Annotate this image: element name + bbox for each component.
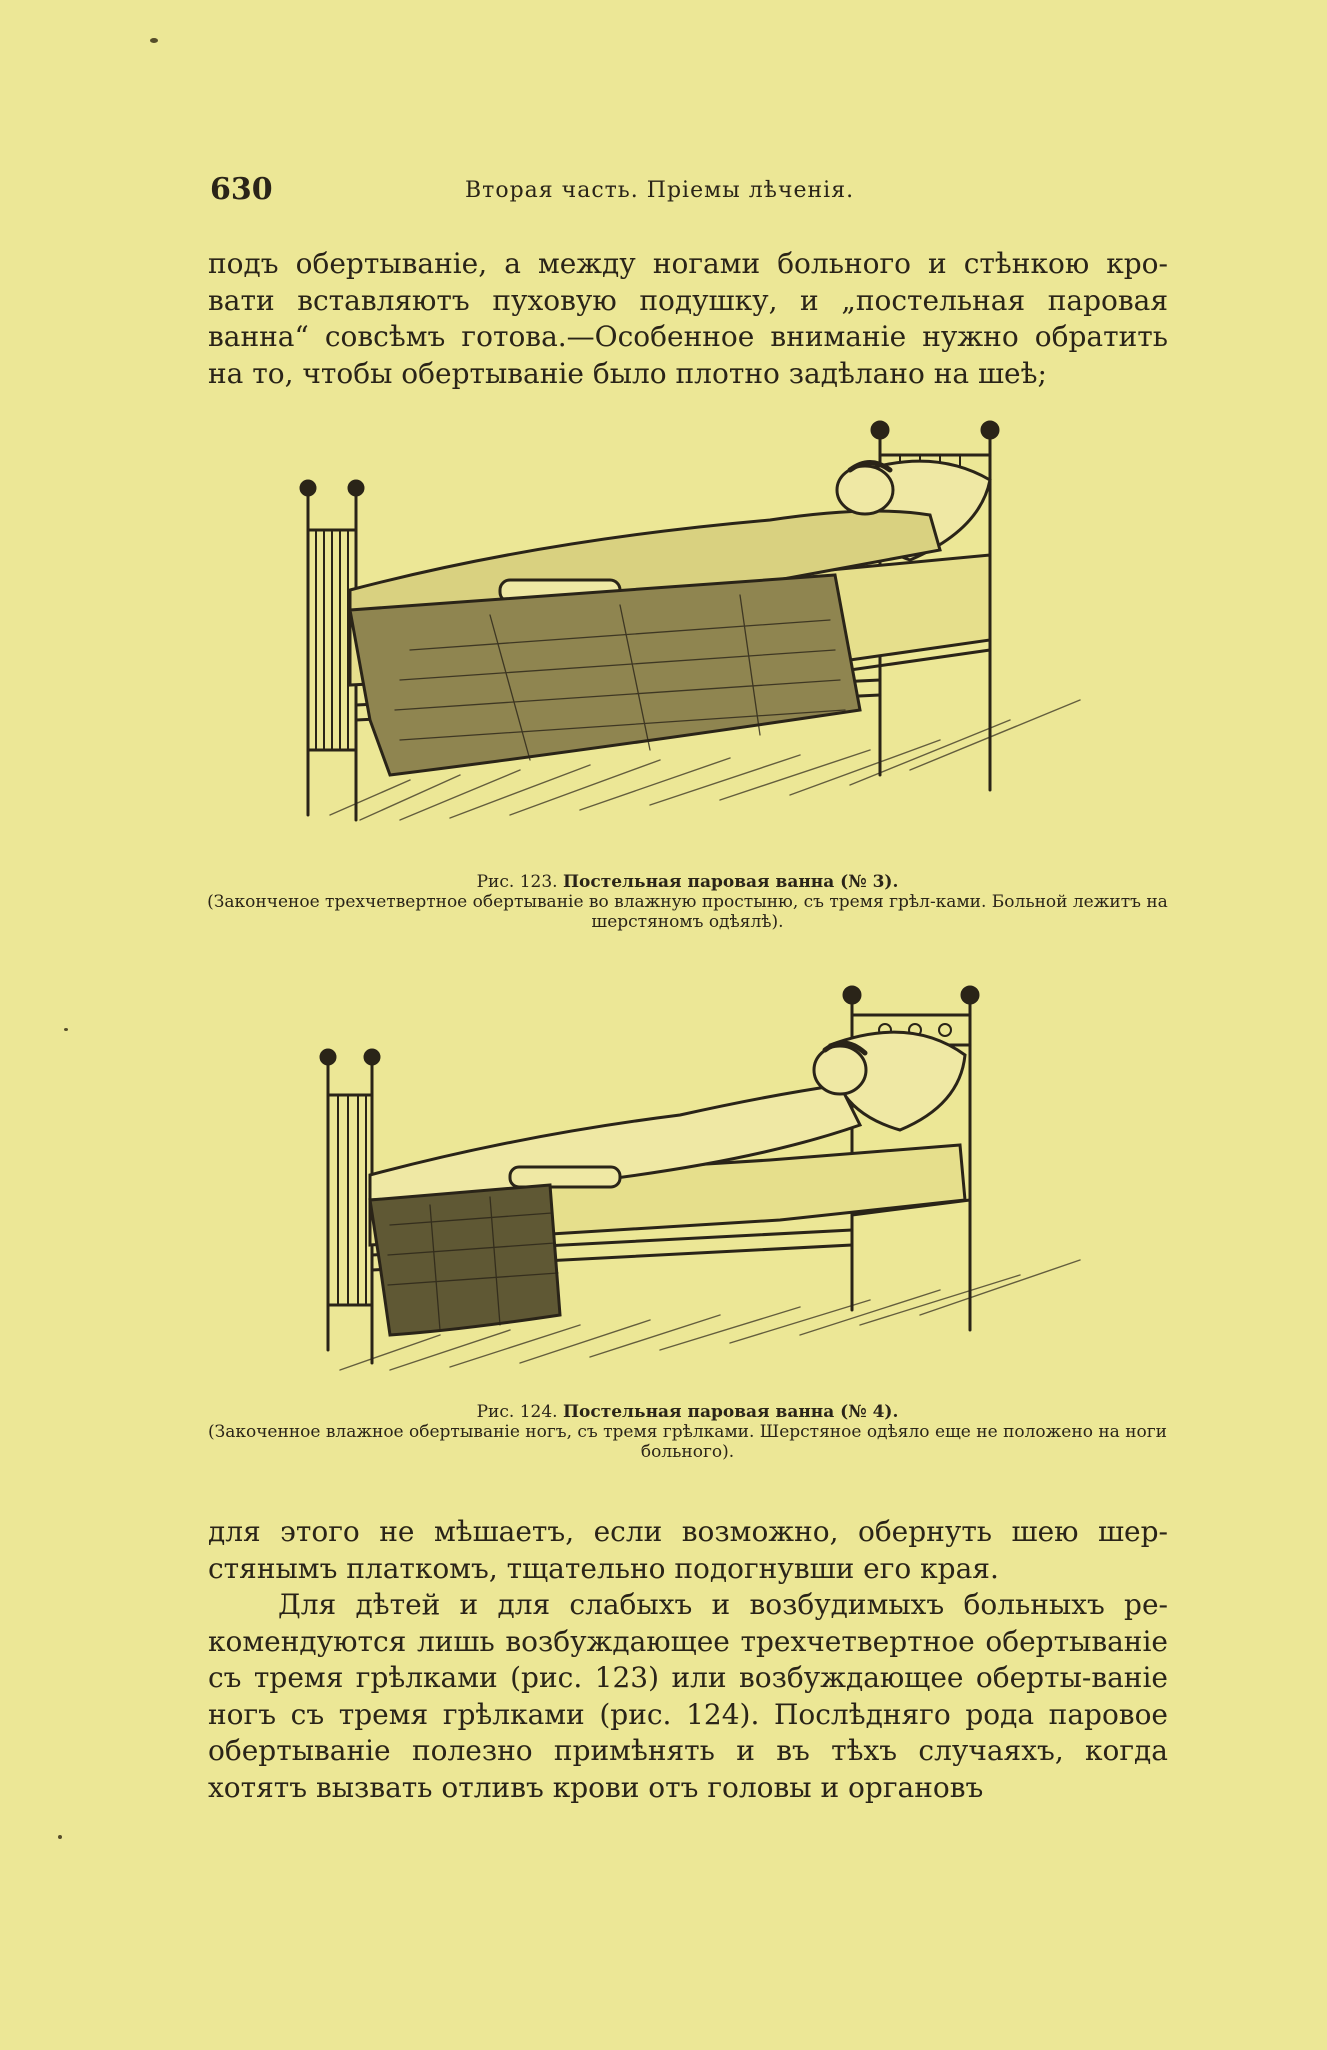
- figure-title: Постельная паровая ванна (№ 4).: [562, 1402, 899, 1422]
- paragraph: для этого не мѣшаетъ, если возможно, обернуть шею шер-стянымъ платкомъ, тщательно подогнувши его края.: [208, 1515, 1168, 1585]
- figure-124-caption: [205, 1402, 1170, 1462]
- figure-title: Постельная паровая ванна (№ 3).: [562, 872, 899, 892]
- paragraph: подъ обертываніе, а между ногами больного и стѣнкою кро-вати вставляютъ пуховую подушку, и „постельная паровая ванна“ совсѣмъ готова.—Особенное вниманіе нужно обратить на то, чтобы обертываніе было плотно задѣлано на шеѣ;: [208, 247, 1168, 390]
- page-header: [210, 172, 1170, 212]
- figure-number: Рис. 124.: [476, 1402, 558, 1422]
- figure-123-caption: [205, 872, 1170, 932]
- bed-engraving-1: [290, 420, 1090, 840]
- ink-spot: [64, 1028, 68, 1031]
- figure-description: (Закоченное влажное обертываніе ногъ, съ тремя грѣлками. Шерстяное одѣяло еще не положено на ноги больного).: [207, 1422, 1168, 1462]
- page-number: 630: [210, 172, 273, 207]
- figure-description: (Законченое трехчетвертное обертываніе во влажную простыню, съ тремя грѣл-ками. Больной лежитъ на шерстяномъ одѣялѣ).: [207, 892, 1168, 932]
- body-text-bottom: [208, 1514, 1168, 1806]
- ink-spot: [150, 38, 158, 43]
- running-title: Вторая часть. Пріемы лѣченія.: [465, 178, 855, 203]
- body-text-top: [208, 246, 1168, 392]
- figure-124-illustration: [300, 985, 1090, 1385]
- figure-123-illustration: [290, 420, 1090, 840]
- paragraph: Для дѣтей и для слабыхъ и возбудимыхъ больныхъ ре-комендуются лишь возбуждающее трехчетвертное обертываніе съ тремя грѣлками (рис. 123) или возбуждающее оберты-ваніе ногъ съ тремя грѣлками (рис. 124). Послѣдняго рода паровое обертываніе полезно примѣнять и въ тѣхъ случаяхъ, когда хотятъ вызвать отливъ крови отъ головы и органовъ: [208, 1588, 1168, 1804]
- ink-spot: [58, 1835, 62, 1839]
- bed-engraving-2: [300, 985, 1090, 1385]
- figure-number: Рис. 123.: [476, 872, 558, 892]
